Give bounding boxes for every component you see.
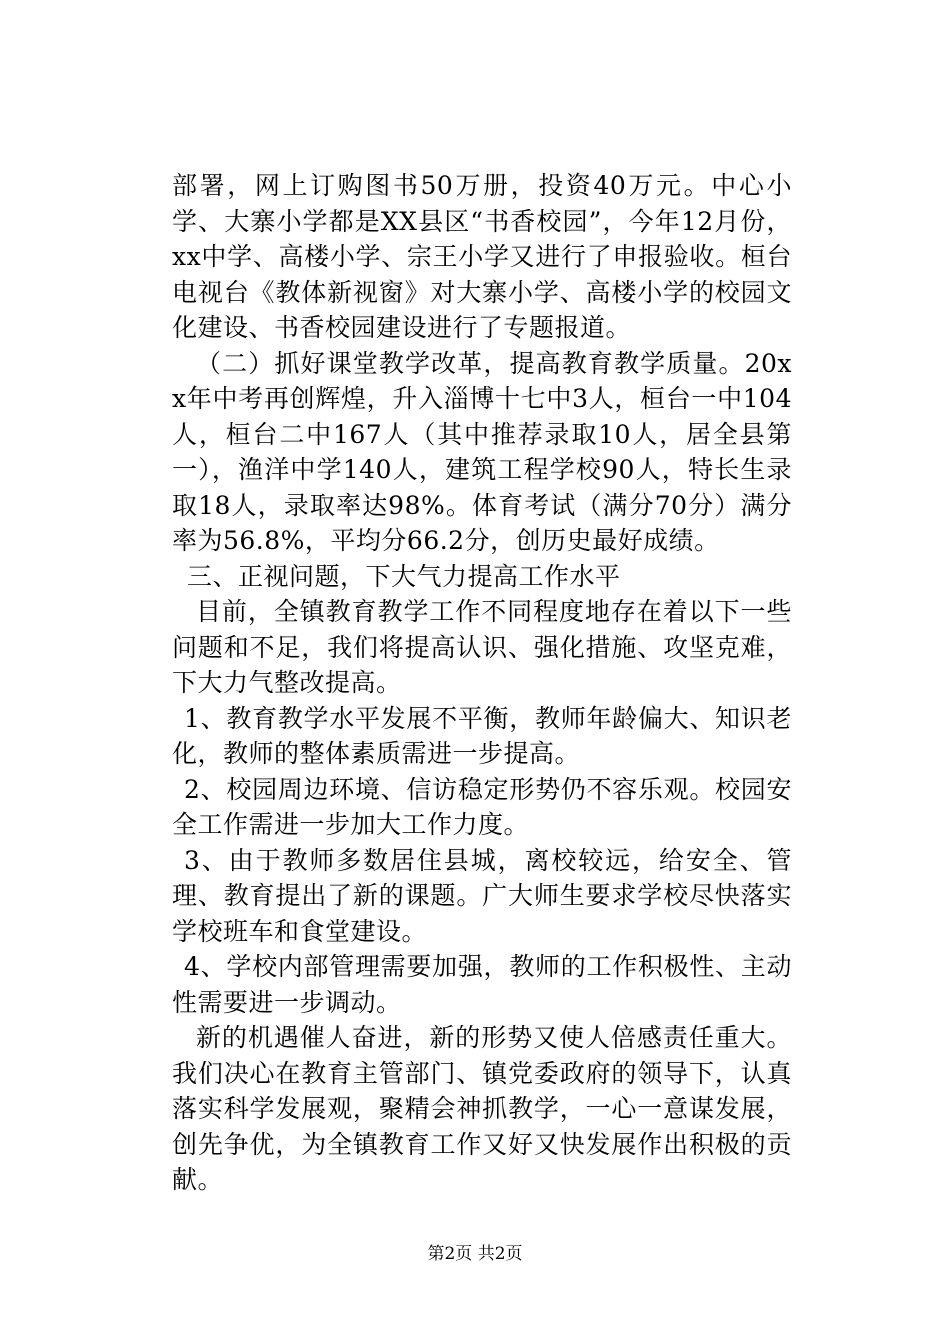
section-heading-problems: 三、正视问题，下大气力提高工作水平 — [187, 561, 621, 591]
paragraph-conclusion: 新的机遇催人奋进，新的形势又使人倍感责任重大。我们决心在教育主管部门、镇党委政府的领导下，认真落实科学发展观，聚精会神抓教学，一心一意谋发展，创先争优，为全镇教育工作又好又快发展作出积极的贡献。 — [172, 1023, 792, 1194]
paragraph-continuation: 部署，网上订购图书50万册，投资40万元。中心小学、大寨小学都是XX县区“书香校园”，今年12月份，xx中学、高楼小学、宗王小学又进行了申报验收。桓台电视台《教体新视窗》对大寨小学、高楼小学的校园文化建设、书香校园建设进行了专题报道。 — [172, 171, 792, 342]
paragraph-classroom-reform: （二）抓好课堂教学改革，提高教育教学质量。20xx年中考再创辉煌，升入淄博十七中3人，桓台一中104人，桓台二中167人（其中推荐录取10人，居全县第一），渔洋中学140人，建筑工程学校90人，特长生录取18人，录取率达98%。体育考试（满分70分）满分率为56.8%，平均分66.2分，创历史最好成绩。 — [172, 348, 792, 555]
paragraph-problems-intro: 目前，全镇教育教学工作不同程度地存在着以下一些问题和不足，我们将提高认识、强化措施、攻坚克难，下大力气整改提高。 — [172, 597, 792, 697]
document-body — [172, 168, 792, 1198]
page-number-footer: 第2页 共2页 — [427, 1244, 523, 1264]
list-item-problem-4: 4、学校内部管理需要加强，教师的工作积极性、主动性需要进一步调动。 — [172, 952, 792, 1017]
list-item-problem-2: 2、校园周边环境、信访稳定形势仍不容乐观。校园安全工作需进一步加大工作力度。 — [172, 774, 792, 839]
list-item-problem-3: 3、由于教师多数居住县城，离校较远，给安全、管理、教育提出了新的课题。广大师生要求学校尽快落实学校班车和食堂建设。 — [172, 845, 792, 946]
list-item-problem-1: 1、教育教学水平发展不平衡，教师年龄偏大、知识老化，教师的整体素质需进一步提高。 — [172, 703, 792, 768]
